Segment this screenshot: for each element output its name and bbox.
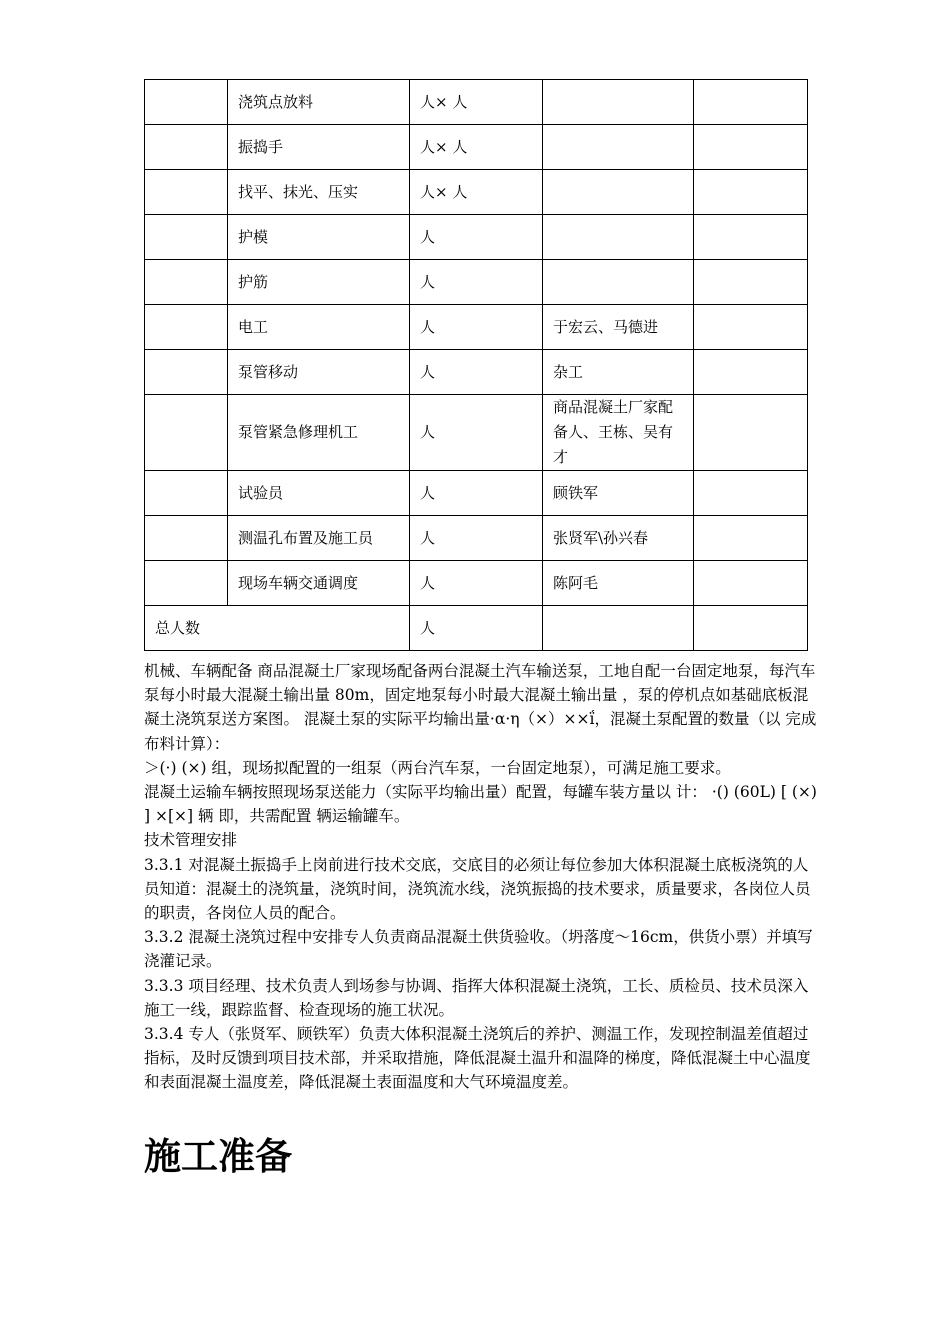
paragraph-trucks: 混凝土运输车辆按照现场泵送能力（实际平均输出量）配置，每罐车装方量以 计： ·() (60L) [ (×) ] ×[×] 辆 即，共需配置 辆运输罐车。 [144, 783, 817, 826]
table-cell-blank [694, 516, 808, 561]
paragraph-3-3-1: 3.3.1 对混凝土振捣手上岗前进行技术交底，交底目的必须让每位参加大体积混凝土底板浇筑的人员知道：混凝土的浇筑量，浇筑时间，浇筑流水线，浇筑振捣的技术要求，质量要求，各岗位人员的职责，各岗位人员的配合。 [144, 855, 811, 923]
section-heading: 施工准备 [144, 1135, 292, 1178]
table-cell-blank [145, 516, 228, 561]
person-cell [543, 170, 694, 215]
person-cell: 陈阿毛 [543, 561, 694, 606]
role-cell: 泵管移动 [228, 350, 410, 395]
count-cell: 人 [410, 350, 543, 395]
total-label-cell: 总人数 [145, 606, 410, 651]
table-cell-blank [145, 260, 228, 305]
table-row [145, 516, 808, 561]
table-total-row [145, 606, 808, 651]
role-cell: 振捣手 [228, 125, 410, 170]
count-cell: 人 [410, 305, 543, 350]
person-cell: 张贤军\孙兴春 [543, 516, 694, 561]
staffing-table [144, 79, 808, 651]
table-row [145, 395, 808, 471]
table-cell-blank [694, 125, 808, 170]
role-cell: 电工 [228, 305, 410, 350]
count-cell: 人 [410, 471, 543, 516]
count-cell: 人 [410, 561, 543, 606]
paragraph-equipment: 机械、车辆配备 商品混凝土厂家现场配备两台混凝土汽车输送泵，工地自配一台固定地泵，每汽车泵每小时最大混凝土输出量 80m，固定地泵每小时最大混凝土输出量 ，泵的停机点如基础底板混凝土浇筑泵送方案图。 混凝土泵的实际平均输出量·α·η（×）××ḯ，混凝土泵配置的数量（以 完成布料计算）： [144, 662, 817, 753]
count-cell: 人× 人 [410, 80, 543, 125]
role-cell: 试验员 [228, 471, 410, 516]
table-row [145, 80, 808, 125]
person-cell [543, 125, 694, 170]
paragraph-3-3-2: 3.3.2 混凝土浇筑过程中安排专人负责商品混凝土供货验收。（坍落度～16cm，供货小票）并填写浇灌记录。 [144, 928, 813, 971]
table-cell-blank [145, 471, 228, 516]
table-row [145, 125, 808, 170]
count-cell: 人 [410, 516, 543, 561]
role-cell: 现场车辆交通调度 [228, 561, 410, 606]
table-row [145, 215, 808, 260]
table-cell-blank [694, 305, 808, 350]
table-cell-blank [694, 350, 808, 395]
paragraph-3-3-4: 3.3.4 专人（张贤军、顾铁军）负责大体积混凝土浇筑后的养护、测温工作，发现控制温差值超过指标，及时反馈到项目技术部，并采取措施，降低混凝土温升和温降的梯度，降低混凝土中心温度和表面混凝土温度差，降低混凝土表面温度和大气环境温度差。 [144, 1025, 811, 1092]
person-cell [543, 215, 694, 260]
role-cell: 浇筑点放料 [228, 80, 410, 125]
body-text [144, 659, 818, 1095]
table-cell-blank [694, 561, 808, 606]
role-cell: 测温孔布置及施工员 [228, 516, 410, 561]
role-cell: 护筋 [228, 260, 410, 305]
total-count-cell: 人 [410, 606, 543, 651]
table-cell-blank [694, 80, 808, 125]
paragraph-pump-count: ＞(·) (×) 组，现场拟配置的一组泵（两台汽车泵，一台固定地泵），可满足施工要求。 [144, 758, 731, 777]
table-cell-blank [145, 170, 228, 215]
count-cell: 人× 人 [410, 170, 543, 215]
table-row [145, 305, 808, 350]
table-cell-blank [694, 606, 808, 651]
paragraph-3-3-3: 3.3.3 项目经理、技术负责人到场参与协调、指挥大体积混凝土浇筑，工长、质检员、技术员深入施工一线，跟踪监督、检查现场的施工状况。 [144, 976, 809, 1019]
role-cell: 找平、抹光、压实 [228, 170, 410, 215]
person-cell: 于宏云、马德进 [543, 305, 694, 350]
role-cell: 护模 [228, 215, 410, 260]
table-cell-blank [145, 350, 228, 395]
table-row [145, 260, 808, 305]
count-cell: 人 [410, 395, 543, 471]
table-cell-blank [694, 215, 808, 260]
paragraph-tech-heading: 技术管理安排 [144, 831, 238, 850]
table-cell-blank [694, 260, 808, 305]
person-cell: 顾铁军 [543, 471, 694, 516]
count-cell: 人 [410, 260, 543, 305]
person-cell [543, 260, 694, 305]
table-cell-blank [145, 561, 228, 606]
table-cell-blank [145, 80, 228, 125]
count-cell: 人 [410, 215, 543, 260]
person-cell: 杂工 [543, 350, 694, 395]
table-row [145, 170, 808, 215]
table-row [145, 471, 808, 516]
table-cell-blank [694, 395, 808, 471]
person-cell [543, 80, 694, 125]
table-cell-blank [694, 170, 808, 215]
table-cell-blank [145, 215, 228, 260]
table-cell-blank [145, 305, 228, 350]
person-cell: 商品混凝土厂家配备人、王栋、吴有才 [543, 395, 694, 471]
count-cell: 人× 人 [410, 125, 543, 170]
table-cell-blank [694, 471, 808, 516]
table-cell-blank [145, 125, 228, 170]
table-row [145, 561, 808, 606]
role-cell: 泵管紧急修理机工 [228, 395, 410, 471]
table-cell-blank [543, 606, 694, 651]
table-row [145, 350, 808, 395]
table-cell-blank [145, 395, 228, 471]
